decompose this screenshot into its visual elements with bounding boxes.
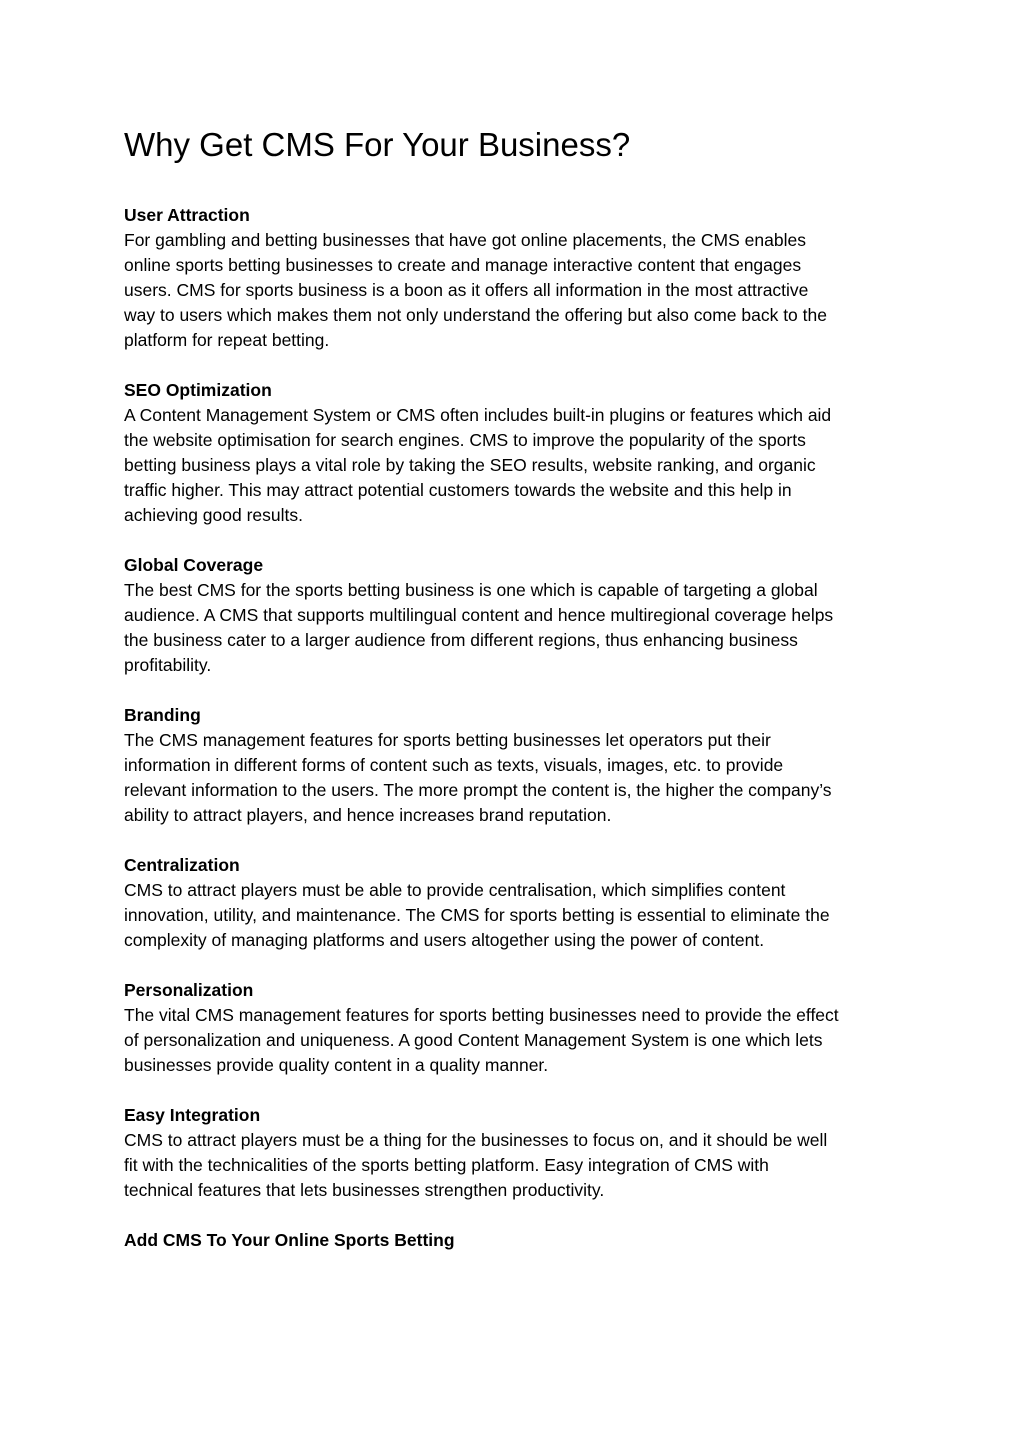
- paragraph-line: the website optimisation for search engines. CMS to improve the popularity of the sports: [124, 430, 806, 450]
- paragraph-line: ability to attract players, and hence increases brand reputation.: [124, 805, 612, 825]
- section-heading: Global Coverage: [124, 555, 264, 575]
- paragraph-line: The vital CMS management features for sports betting businesses need to provide the effect: [124, 1005, 839, 1025]
- section: [124, 378, 904, 528]
- document-sections: [124, 203, 904, 1278]
- section: [124, 553, 904, 678]
- paragraph-line: A Content Management System or CMS often includes built-in plugins or features which aid: [124, 405, 832, 425]
- paragraph-line: betting business plays a vital role by taking the SEO results, website ranking, and organic: [124, 455, 816, 475]
- paragraph-line: audience. A CMS that supports multilingual content and hence multiregional coverage helps: [124, 605, 834, 625]
- section-heading: Easy Integration: [124, 1105, 261, 1125]
- paragraph-line: For gambling and betting businesses that have got online placements, the CMS enables: [124, 230, 806, 250]
- section: [124, 203, 904, 353]
- paragraph-line: traffic higher. This may attract potential customers towards the website and this help in: [124, 480, 792, 500]
- section-paragraph: [124, 878, 904, 953]
- section-paragraph: [124, 403, 904, 528]
- section-paragraph: [124, 1003, 904, 1078]
- section-heading: User Attraction: [124, 205, 250, 225]
- section-paragraph: [124, 578, 904, 678]
- paragraph-line: The CMS management features for sports betting businesses let operators put their: [124, 730, 771, 750]
- section-paragraph: [124, 1128, 904, 1203]
- section-paragraph: [124, 728, 904, 828]
- paragraph-line: businesses provide quality content in a quality manner.: [124, 1055, 549, 1075]
- paragraph-line: profitability.: [124, 655, 212, 675]
- paragraph-line: fit with the technicalities of the sports betting platform. Easy integration of CMS with: [124, 1155, 769, 1175]
- paragraph-line: users. CMS for sports business is a boon as it offers all information in the most attractive: [124, 280, 809, 300]
- document-title: Why Get CMS For Your Business?: [124, 126, 631, 163]
- section: [124, 703, 904, 828]
- paragraph-line: information in different forms of content such as texts, visuals, images, etc. to provide: [124, 755, 784, 775]
- section: [124, 1103, 904, 1203]
- section-heading: Add CMS To Your Online Sports Betting: [124, 1230, 455, 1250]
- section-heading: Centralization: [124, 855, 240, 875]
- paragraph-line: way to users which makes them not only understand the offering but also come back to the: [124, 305, 827, 325]
- paragraph-line: platform for repeat betting.: [124, 330, 330, 350]
- paragraph-line: online sports betting businesses to create and manage interactive content that engages: [124, 255, 802, 275]
- section: [124, 1228, 904, 1253]
- paragraph-line: technical features that lets businesses strengthen productivity.: [124, 1180, 605, 1200]
- section: [124, 853, 904, 953]
- paragraph-line: CMS to attract players must be able to provide centralisation, which simplifies content: [124, 880, 786, 900]
- paragraph-line: complexity of managing platforms and users altogether using the power of content.: [124, 930, 765, 950]
- section-heading: SEO Optimization: [124, 380, 272, 400]
- paragraph-line: the business cater to a larger audience from different regions, thus enhancing business: [124, 630, 798, 650]
- paragraph-line: CMS to attract players must be a thing for the businesses to focus on, and it should be well: [124, 1130, 828, 1150]
- section-heading: Personalization: [124, 980, 254, 1000]
- section-heading: Branding: [124, 705, 201, 725]
- section: [124, 978, 904, 1078]
- section-paragraph: [124, 228, 904, 353]
- paragraph-line: The best CMS for the sports betting business is one which is capable of targeting a global: [124, 580, 818, 600]
- paragraph-line: innovation, utility, and maintenance. The CMS for sports betting is essential to eliminate the: [124, 905, 830, 925]
- paragraph-line: achieving good results.: [124, 505, 303, 525]
- paragraph-line: relevant information to the users. The more prompt the content is, the higher the company’s: [124, 780, 832, 800]
- paragraph-line: of personalization and uniqueness. A good Content Management System is one which lets: [124, 1030, 823, 1050]
